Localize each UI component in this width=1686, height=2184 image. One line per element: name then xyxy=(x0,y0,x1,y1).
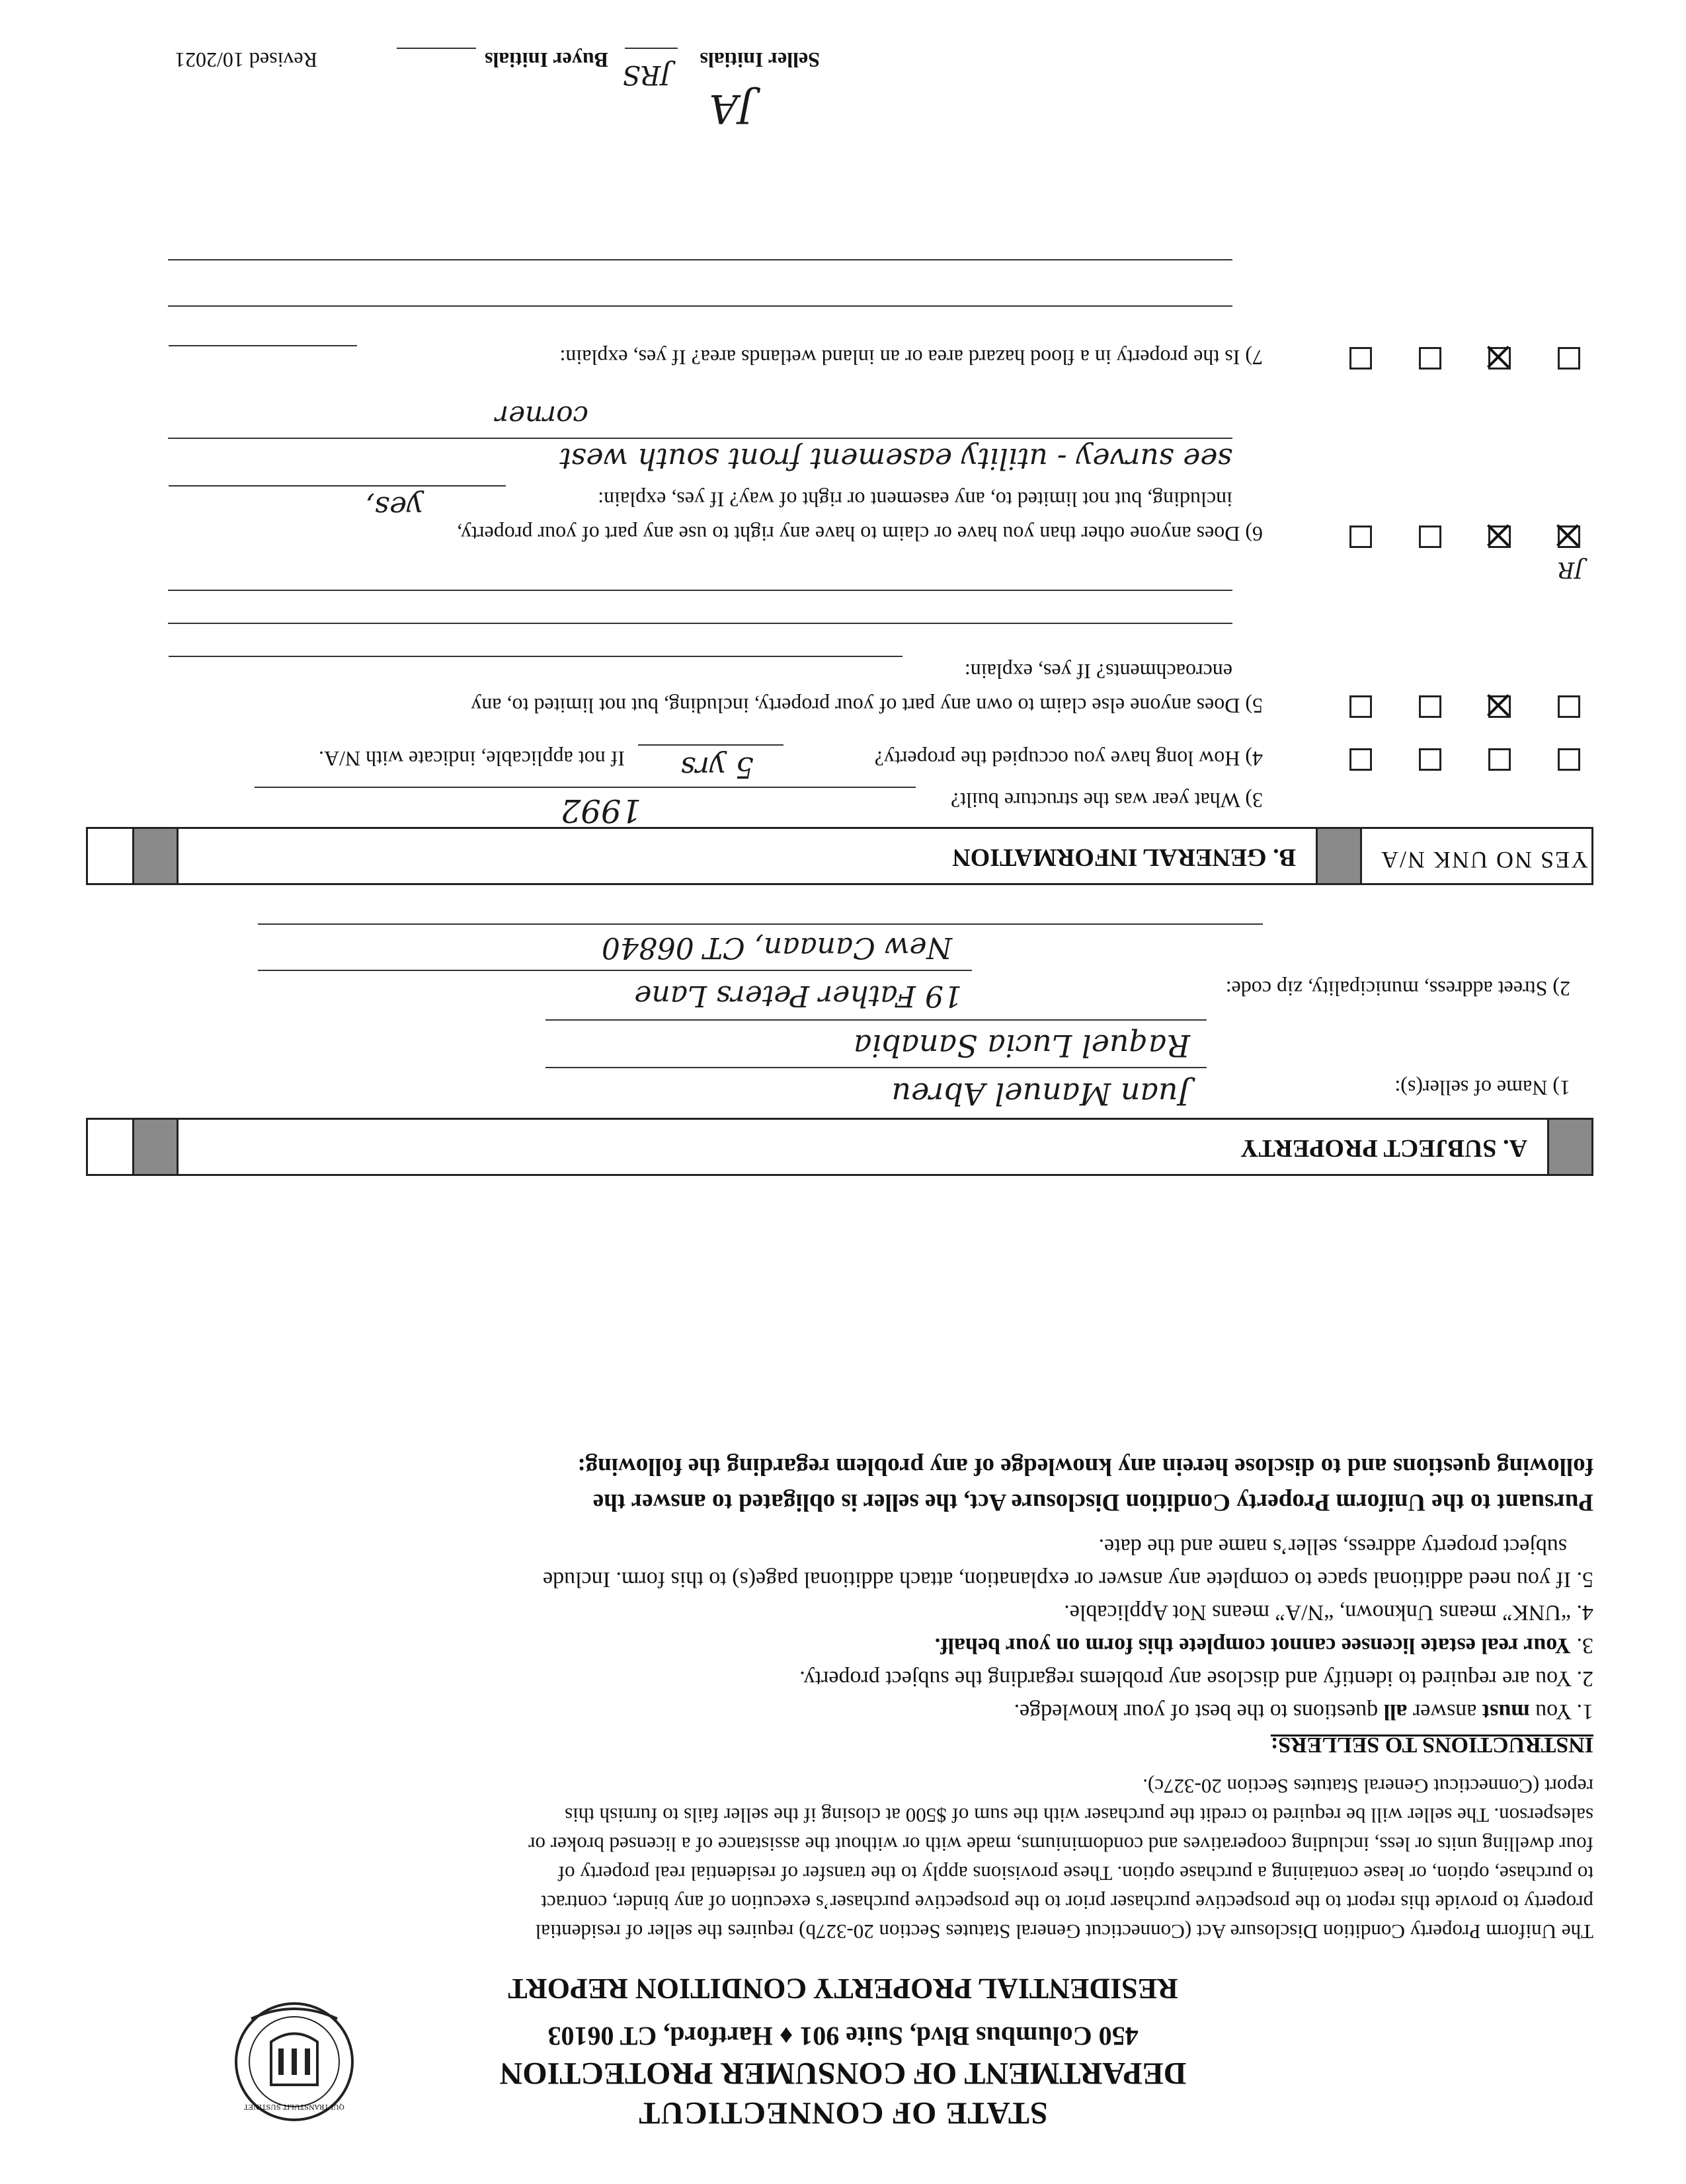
instruction-item-5: 5. If you need additional space to complete any answer or explanation, attach additional page(s) to this form. Include xyxy=(543,1567,1593,1592)
q5-line1: 5) Does anyone else claim to own any part of your property, including, but not limited to, any xyxy=(471,694,1263,718)
q2-underline-2 xyxy=(258,923,1263,925)
q4-label: 4) How long have you occupied the property? xyxy=(874,747,1263,771)
intro-line: four dwelling units or less, including cooperatives and condominiums, made with or without the assistance of a licensed broker or xyxy=(528,1833,1593,1856)
q4-no-checkbox[interactable] xyxy=(1488,748,1511,771)
intro-line: report (Connecticut General Statutes Section 20-327c). xyxy=(1143,1775,1593,1798)
department-title: DEPARTMENT OF CONSUMER PROTECTION xyxy=(499,2056,1187,2091)
instructions-block xyxy=(86,1530,1593,1761)
buyer-initials-line[interactable] xyxy=(397,48,476,49)
q1-underline-1 xyxy=(545,1067,1207,1068)
seal-motto: QUI TRANSTULIT SUSTINET xyxy=(244,2103,344,2110)
q6-line1: 6) Does anyone other than you have or claim to have any right to use any part of your property, xyxy=(457,522,1263,546)
q1-answer-line2: Raquel Lucia Sanabia xyxy=(853,1028,1190,1064)
q7-unk-checkbox[interactable] xyxy=(1419,347,1441,370)
q5-underline-2 xyxy=(168,623,1232,624)
q4-unk-checkbox[interactable] xyxy=(1419,748,1441,771)
q7-label: 7) Is the property in a flood hazard area or an inland wetlands area? If yes, explain: xyxy=(559,346,1263,370)
buyer-initials-label: Buyer Initials xyxy=(485,48,608,72)
q6-no-checkbox-struck[interactable] xyxy=(1488,526,1511,548)
q2-answer-line2: New Canaan, CT 06840 xyxy=(601,931,952,964)
q7-underline-2 xyxy=(168,305,1232,307)
report-title: RESIDENTIAL PROPERTY CONDITION REPORT xyxy=(508,1972,1178,2005)
q1-answer-line1: Juan Manuel Abreu xyxy=(891,1076,1190,1112)
q6-underline-2 xyxy=(168,438,1232,439)
section-b-title: B. GENERAL INFORMATION xyxy=(952,843,1296,871)
q5-line2: encroachments? If yes, explain: xyxy=(964,660,1232,683)
instructions-heading: INSTRUCTIONS TO SELLERS: xyxy=(1270,1733,1593,1757)
q3-label: 3) What year was the structure built? xyxy=(950,789,1263,812)
section-a-left-marker xyxy=(1547,1118,1593,1176)
section-a-right-marker xyxy=(132,1118,179,1176)
q6-underline-1 xyxy=(169,485,506,487)
q1-underline-2 xyxy=(545,1019,1207,1021)
q4-yes-checkbox[interactable] xyxy=(1558,748,1580,771)
q7-underline-3 xyxy=(168,259,1232,260)
q2-label: 2) Street address, municipality, zip code: xyxy=(1225,977,1570,1001)
seller-initials-value: JRS xyxy=(622,59,671,90)
revised-date: Revised 10/2021 xyxy=(175,48,317,72)
department-address: 450 Columbus Blvd, Suite 901 ♦ Hartford, CT 06103 xyxy=(547,2021,1139,2051)
intro-line: property to provide this report to the prospective purchaser prior to the prospective purchaser’s execution of any binder, contract xyxy=(541,1891,1593,1914)
seller-initials-line xyxy=(625,48,678,49)
pursuant-statement: Pursuant to the Uniform Property Condition Disclosure Act, the seller is obligated to answer the following questions and to disclose herein any knowledge of any problem regarding the following: xyxy=(577,1453,1593,1516)
section-b-left-marker xyxy=(1316,827,1362,885)
q6-answer-line1: see survey - utility easement front south west xyxy=(559,442,1232,475)
q1-label: 1) Name of seller(s): xyxy=(1394,1076,1570,1100)
q2-answer-line1: 19 Father Peters Lane xyxy=(634,979,962,1013)
instruction-item-4: 4. “UNK” means Unknown, “N/A” means Not Applicable. xyxy=(1064,1600,1593,1625)
q6-line2: including, but not limited to, any easement or right of way? If yes, explain: xyxy=(598,488,1232,512)
q3-underline xyxy=(255,787,916,788)
q5-no-checkbox-checked[interactable] xyxy=(1488,695,1511,718)
q6-answer-top: yes, xyxy=(365,490,423,524)
section-b-right-marker xyxy=(132,827,179,885)
q6-answer-line2: corner xyxy=(495,400,588,432)
q7-na-checkbox[interactable] xyxy=(1349,347,1372,370)
q7-yes-checkbox[interactable] xyxy=(1558,347,1580,370)
intro-paragraph xyxy=(86,1772,1593,1946)
state-title: STATE OF CONNECTICUT xyxy=(638,2095,1048,2130)
q3-answer: 1992 xyxy=(560,792,641,829)
q4-na-checkbox[interactable] xyxy=(1349,748,1372,771)
q5-yes-checkbox[interactable] xyxy=(1558,695,1580,718)
q5-underline-3 xyxy=(168,590,1232,591)
q7-underline-1 xyxy=(169,345,357,346)
q4-tail: If not applicable, indicate with N/A. xyxy=(319,747,625,771)
instruction-item-5-cont: subject property address, seller’s name and the date. xyxy=(1098,1534,1567,1559)
q4-underline xyxy=(638,744,783,746)
q6-initials: JR xyxy=(1557,557,1584,583)
intro-line: The Uniform Property Condition Disclosure Act (Connecticut General Statutes Section 20-327b) requires the seller of residential xyxy=(535,1920,1593,1943)
instruction-item-3: 3. Your real estate licensee cannot complete this form on your behalf. xyxy=(934,1633,1593,1658)
q5-na-checkbox[interactable] xyxy=(1349,695,1372,718)
q6-yes-checkbox-checked[interactable] xyxy=(1558,526,1580,548)
intro-line: salesperson. The seller will be required to credit the purchaser with the sum of $500 at closing if the seller fails to furnish this xyxy=(565,1804,1593,1827)
intro-line: to purchase, option, or lease containing a purchase option. These provisions apply to the transfer of residential real property of xyxy=(557,1862,1593,1885)
q4-answer: 5 yrs xyxy=(680,750,754,784)
yes-no-unk-na-headers: YES NO UNK N/A xyxy=(1380,847,1588,873)
q5-unk-checkbox[interactable] xyxy=(1419,695,1441,718)
instruction-item-1: 1. You must answer all questions to the best of your knowledge. xyxy=(1014,1699,1593,1724)
q2-underline-1 xyxy=(258,970,972,971)
q7-no-checkbox-checked[interactable] xyxy=(1488,347,1511,370)
instruction-item-2: 2. You are required to identify and disclose any problems regarding the subject property. xyxy=(799,1666,1593,1691)
q5-underline-1 xyxy=(169,656,903,657)
q6-unk-checkbox[interactable] xyxy=(1419,526,1441,548)
seller-signature-scribble: JA xyxy=(709,85,754,132)
seller-initials-label: Seller Initials xyxy=(700,48,820,72)
section-b-header xyxy=(86,827,1593,885)
section-a-title: A. SUBJECT PROPERTY xyxy=(1240,1134,1527,1162)
q6-na-checkbox[interactable] xyxy=(1349,526,1372,548)
